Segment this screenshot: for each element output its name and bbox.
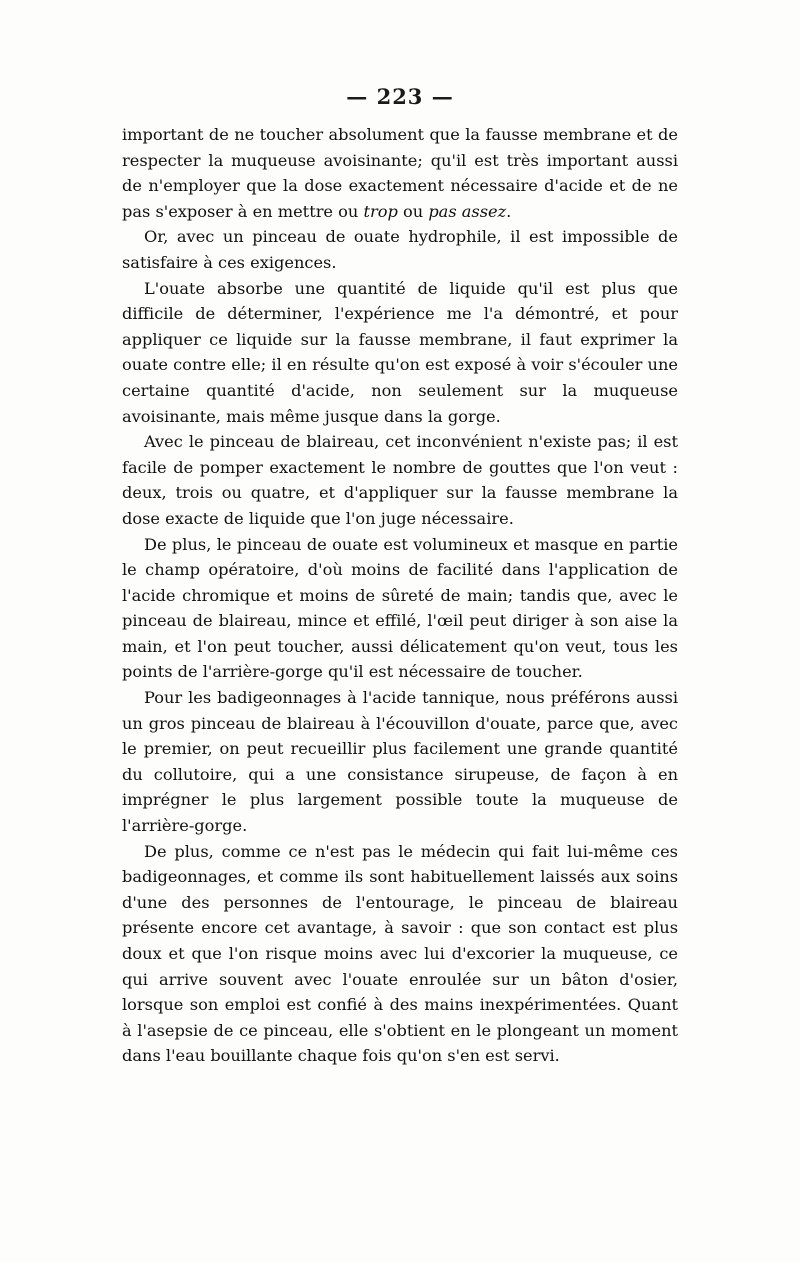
paragraph-5: De plus, le pinceau de ouate est volumineux et masque en partie le champ opératoire, d'où moins de facilité dans l'application de l'acide chromique et moins de sûreté de main; tandis que, avec le pinceau de blaireau, mince et effilé, l'œil peut diriger à son aise la main, et l'on peut toucher, aussi délicatement qu'on veut, tous les points de l'arrière-gorge qu'il est nécessaire de toucher.: [122, 534, 678, 682]
paragraph-3: L'ouate absorbe une quantité de liquide qu'il est plus que difficile de déterminer, l'expérience me l'a démontré, et pour appliquer ce liquide sur la fausse membrane, il faut exprimer la ouate contre elle; il en résulte qu'on est exposé à voir s'écouler une certaine quantité d'acide, non seulement sur la muqueuse avoisinante, mais même jusque dans la gorge.: [122, 278, 678, 426]
paragraph-2: Or, avec un pinceau de ouate hydrophile, il est impossible de satisfaire à ces exigences.: [122, 227, 678, 272]
paragraph-1-text: important de ne toucher absolument que la fausse membrane et de respecter la muqueuse avoisinante; qu'il est très important aussi de n'employer que la dose exactement nécessaire d'acide et de ne pas s'exposer à en mettre ou: [122, 125, 678, 221]
body-text: [122, 122, 678, 1069]
paragraph-7: De plus, comme ce n'est pas le médecin qui fait lui-même ces badigeonnages, et comme ils sont habituellement laissés aux soins d'une des personnes de l'entourage, le pinceau de blaireau présente encore cet avantage, à savoir : que son contact est plus doux et que l'on risque moins avec lui d'excorier la muqueuse, ce qui arrive souvent avec l'ouate enroulée sur un bâton d'osier, lorsque son emploi est confié à des mains inexpérimentées. Quant à l'asepsie de ce pinceau, elle s'obtient en le plongeant un moment dans l'eau bouillante chaque fois qu'on s'en est servi.: [122, 841, 678, 1066]
paragraph-1-middle: ou: [397, 201, 429, 221]
emphasis-pas-assez: pas assez: [428, 201, 507, 221]
page-number: — 223 —: [346, 84, 454, 109]
paragraph-4: Avec le pinceau de blaireau, cet inconvénient n'existe pas; il est facile de pomper exactement le nombre de gouttes que l'on veut : deux, trois ou quatre, et d'appliquer sur la fausse membrane la dose exacte de liquide que l'on juge nécessaire.: [122, 432, 678, 528]
paragraph-6: Pour les badigeonnages à l'acide tannique, nous préférons aussi un gros pinceau de blaireau à l'écouvillon d'ouate, parce que, avec le premier, on peut recueillir plus facilement une grande quantité du collutoire, qui a une consistance sirupeuse, de façon à en imprégner le plus largement possible toute la muqueuse de l'arrière-gorge.: [122, 688, 678, 836]
paragraph-1-end: .: [506, 201, 512, 221]
emphasis-trop: trop: [363, 201, 398, 221]
paragraph-1: [122, 122, 678, 224]
